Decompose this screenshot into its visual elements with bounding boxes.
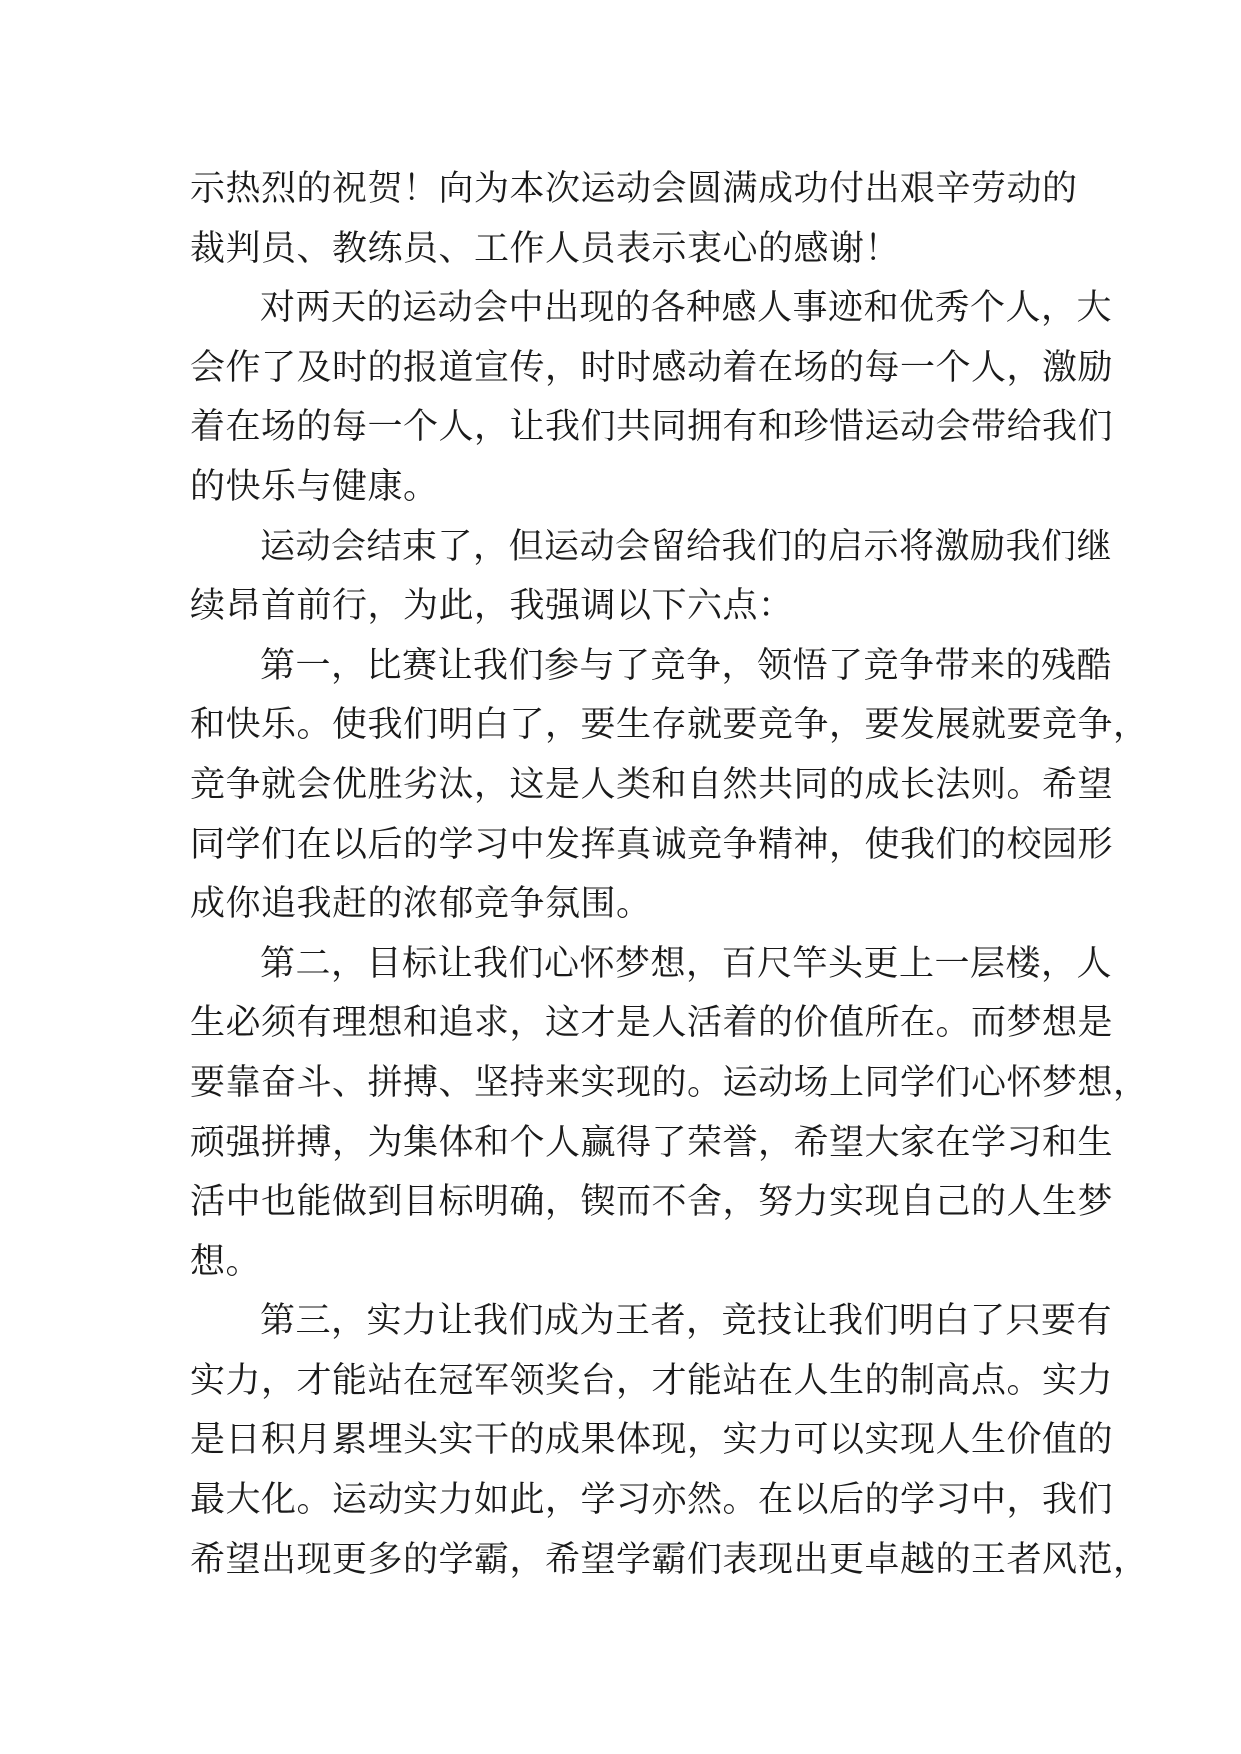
text-line: 会作了及时的报道宣传，时时感动着在场的每一个人，激励: [190, 347, 1114, 388]
paragraph: [190, 1292, 1149, 1590]
text-line: 竞争就会优胜劣汰，这是人类和自然共同的成长法则。希望: [190, 764, 1114, 805]
text-line: 第二，目标让我们心怀梦想，百尺竿头更上一层楼，人: [260, 943, 1113, 984]
document-body: [190, 160, 1149, 1590]
paragraph: [190, 160, 1078, 279]
text-line: 成你追我赶的浓郁竞争氛围。: [190, 884, 652, 925]
text-line: 对两天的运动会中出现的各种感人事迹和优秀个人，大: [260, 288, 1113, 329]
text-line: 的快乐与健康。: [190, 466, 439, 507]
text-line: 同学们在以后的学习中发挥真诚竞争精神，使我们的校园形: [190, 824, 1114, 865]
text-line: 最大化。运动实力如此，学习亦然。在以后的学习中，我们: [190, 1480, 1114, 1521]
text-line: 实力，才能站在冠军领奖台，才能站在人生的制高点。实力: [190, 1360, 1114, 1401]
text-line: 着在场的每一个人，让我们共同拥有和珍惜运动会带给我们: [190, 407, 1114, 448]
text-line: 第三，实力让我们成为王者，竞技让我们明白了只要有: [260, 1301, 1113, 1342]
text-line: 运动会结束了，但运动会留给我们的启示将激励我们继: [260, 526, 1113, 567]
text-line: 和快乐。使我们明白了，要生存就要竞争，要发展就要竞争，: [190, 705, 1149, 746]
paragraph: [190, 518, 1113, 637]
paragraph: [190, 279, 1114, 517]
paragraph: [190, 935, 1149, 1293]
text-line: 要靠奋斗、拼搏、坚持来实现的。运动场上同学们心怀梦想，: [190, 1062, 1149, 1103]
text-line: 顽强拼搏，为集体和个人赢得了荣誉，希望大家在学习和生: [190, 1122, 1114, 1163]
paragraph: [190, 637, 1149, 935]
text-line: 想。: [190, 1241, 262, 1282]
text-line: 是日积月累埋头实干的成果体现，实力可以实现人生价值的: [190, 1420, 1114, 1461]
text-line: 第一，比赛让我们参与了竞争，领悟了竞争带来的残酷: [260, 645, 1113, 686]
text-line: 希望出现更多的学霸，希望学霸们表现出更卓越的王者风范，: [190, 1539, 1149, 1580]
text-line: 活中也能做到目标明确，锲而不舍，努力实现自己的人生梦: [190, 1182, 1114, 1223]
text-line: 裁判员、教练员、工作人员表示衷心的感谢！: [190, 228, 901, 269]
text-line: 生必须有理想和追求，这才是人活着的价值所在。而梦想是: [190, 1003, 1114, 1044]
text-line: 续昂首前行，为此，我强调以下六点：: [190, 586, 794, 627]
text-line: 示热烈的祝贺！向为本次运动会圆满成功付出艰辛劳动的: [190, 169, 1078, 209]
